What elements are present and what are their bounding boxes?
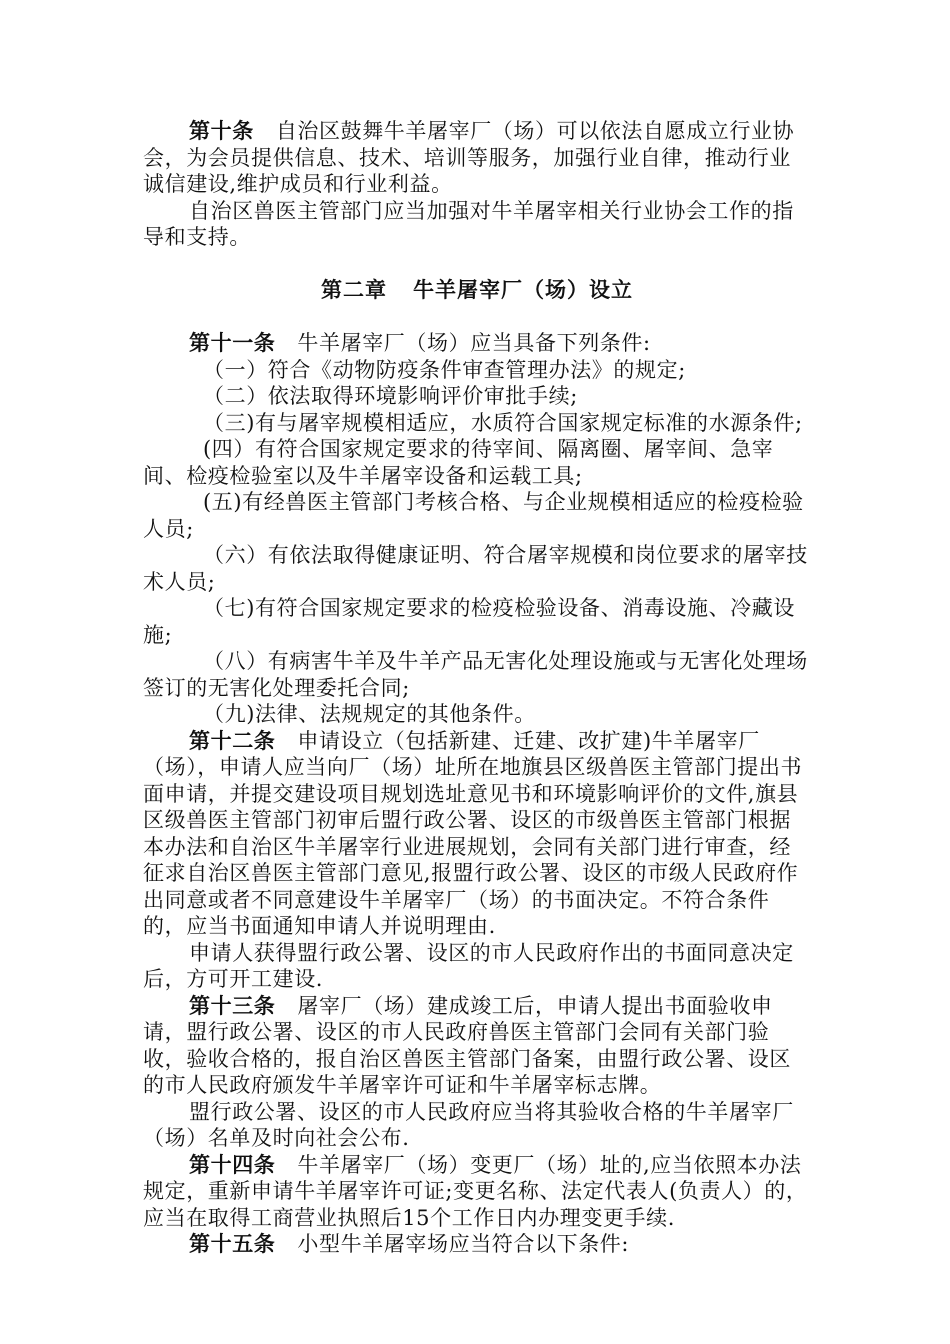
article-10 (143, 118, 811, 198)
list-item: （七)有符合国家规定要求的检疫检验设备、消毒设施、冷藏设施; (143, 596, 795, 647)
chapter-number: 第二章 (321, 277, 387, 302)
article-10-para2: 自治区兽医主管部门应当加强对牛羊屠宰相关行业协会工作的指导和支持。 (143, 198, 794, 249)
article-text: 牛羊屠宰厂（场）变更厂（场）址的,应当依照本办法规定，重新申请牛羊屠宰许可证;变更名称、法定代表人(负责人）的，应当在取得工商营业执照后15个工作日内办理变更手续. (143, 1152, 808, 1230)
article-text: 牛羊屠宰厂（场）应当具备下列条件: (297, 331, 651, 355)
article-11 (143, 330, 811, 357)
article-label: 第十一条 (189, 331, 276, 355)
article-text: 小型牛羊屠宰场应当符合以下条件: (297, 1232, 630, 1256)
list-item: （六）有依法取得健康证明、符合屠宰规模和岗位要求的屠宰技术人员; (143, 543, 808, 594)
document-body (143, 118, 811, 1258)
article-label: 第十二条 (189, 728, 276, 753)
article-label: 第十四条 (189, 1152, 276, 1177)
article-12 (143, 728, 811, 940)
list-item: (四）有符合国家规定要求的待宰间、隔离圈、屠宰间、急宰间、检疫检验室以及牛羊屠宰设备和运载工具; (143, 437, 774, 488)
list-item: （八）有病害牛羊及牛羊产品无害化处理设施或与无害化处理场签订的无害化处理委托合同; (143, 649, 808, 700)
article-text: 屠宰厂（场）建成竣工后，申请人提出书面验收申请，盟行政公署、设区的市人民政府兽医主管部门会同有关部门验收，验收合格的，报自治区兽医主管部门备案，由盟行政公署、设区的市人民政府颁发牛羊屠宰许可证和牛羊屠宰标志牌。 (143, 993, 791, 1097)
article-label: 第十条 (189, 119, 254, 143)
article-text: 自治区鼓舞牛羊屠宰厂（场）可以依法自愿成立行业协会，为会员提供信息、技术、培训等服务，加强行业自律，推动行业诚信建设,维护成员和行业利益。 (143, 119, 795, 196)
article-12-para2: 申请人获得盟行政公署、设区的市人民政府作出的书面同意决定后，方可开工建设. (143, 940, 794, 991)
article-text: 申请设立（包括新建、迁建、改扩建)牛羊屠宰厂（场），申请人应当向厂（场）址所在地旗县区级兽医主管部门提出书面申请，并提交建设项目规划选址意见书和环境影响评价的文件,旗县区级兽医主管部门初审后盟行政公署、设区的市级兽医主管部门根据本办法和自治区牛羊屠宰行业进展规划，会同有关部门进行审查，经征求自治区兽医主管部门意见,报盟行政公署、设区的市级人民政府作出同意或者不同意建设牛羊屠宰厂（场）的书面决定。不符合条件的，应当书面通知申请人并说明理由. (143, 728, 803, 938)
chapter-heading (143, 277, 811, 304)
article-label: 第十五条 (189, 1232, 276, 1256)
list-item: (五)有经兽医主管部门考核合格、与企业规模相适应的检疫检验人员; (143, 490, 804, 541)
list-item: （一）符合《动物防疫条件审查管理办法》的规定; (203, 357, 686, 382)
article-label: 第十三条 (189, 993, 276, 1018)
chapter-title: 牛羊屠宰厂（场）设立 (413, 277, 633, 302)
list-item: （三)有与屠宰规模相适应，水质符合国家规定标准的水源条件; (203, 410, 803, 435)
article-15 (143, 1231, 811, 1258)
article-13 (143, 993, 811, 1099)
article-13-para2: 盟行政公署、设区的市人民政府应当将其验收合格的牛羊屠宰厂（场）名单及时向社会公布. (143, 1099, 794, 1150)
article-14 (143, 1152, 811, 1232)
list-item: （九)法律、法规规定的其他条件。 (203, 702, 536, 726)
list-item: （二）依法取得环境影响评价审批手续; (203, 384, 578, 408)
